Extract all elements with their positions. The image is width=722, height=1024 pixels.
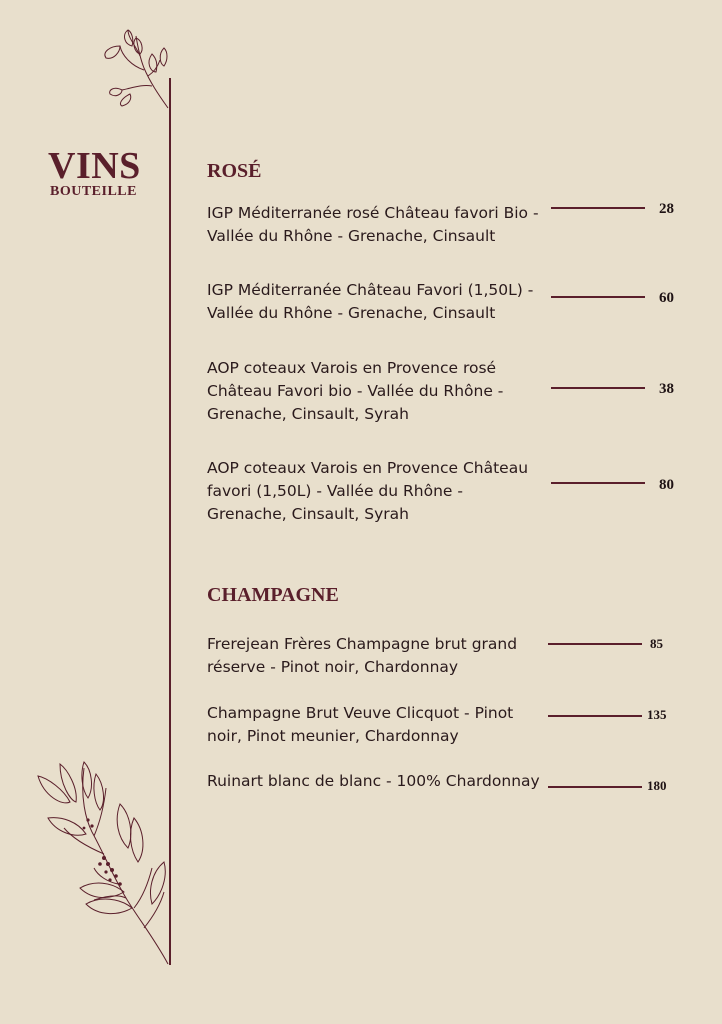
menu-item-price: 85 <box>650 636 663 651</box>
page-subtitle: BOUTEILLE <box>50 184 137 199</box>
menu-item-price: 28 <box>659 201 674 217</box>
vertical-divider <box>169 78 171 965</box>
menu-item-price: 60 <box>659 290 674 306</box>
menu-item-price: 180 <box>647 778 667 793</box>
price-rule <box>548 643 642 645</box>
section-title-rose: ROSÉ <box>207 160 262 182</box>
price-rule <box>551 387 645 389</box>
price-rule <box>548 715 642 717</box>
menu-item-price: 80 <box>659 477 674 493</box>
menu-item-text: Frerejean Frères Champagne brut grand réserve - Pinot noir, Chardonnay <box>207 635 518 676</box>
menu-item-text: AOP coteaux Varois en Provence Château favori (1,50L) - Vallée du Rhône - Grenache, Cinsault, Syrah <box>207 459 529 523</box>
menu-item-text: Champagne Brut Veuve Clicquot - Pinot noir, Pinot meunier, Chardonnay <box>207 704 514 745</box>
menu-item-text: AOP coteaux Varois en Provence rosé Château Favori bio - Vallée du Rhône - Grenache, Cinsault, Syrah <box>207 359 504 423</box>
price-rule <box>548 786 642 788</box>
section-title-champagne: CHAMPAGNE <box>207 584 339 606</box>
price-rule <box>551 296 645 298</box>
page-title: VINS <box>48 145 141 187</box>
menu-item-text: IGP Méditerranée Château Favori (1,50L) - Vallée du Rhône - Grenache, Cinsault <box>207 281 534 322</box>
menu-item-price: 135 <box>647 707 667 722</box>
menu-item-text: Ruinart blanc de blanc - 100% Chardonnay <box>207 772 540 790</box>
menu-item-text: IGP Méditerranée rosé Château favori Bio - Vallée du Rhône - Grenache, Cinsault <box>207 204 539 245</box>
menu-item-price: 38 <box>659 381 674 397</box>
price-rule <box>551 207 645 209</box>
botanical-sprig-top-icon <box>92 28 174 112</box>
price-rule <box>551 482 645 484</box>
botanical-sprig-bottom-icon <box>34 758 174 968</box>
